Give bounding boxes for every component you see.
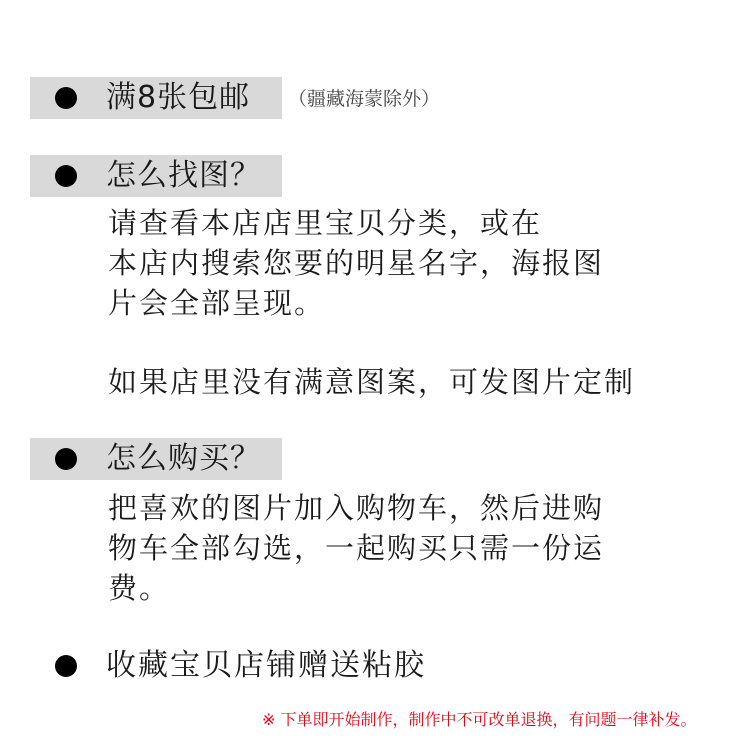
section-header-favorite-gift	[30, 645, 426, 687]
bullet-dot-icon	[55, 87, 77, 109]
section-title-find-image: 怎么找图？	[106, 158, 261, 193]
order-policy-footnote: ※ 下单即开始制作，制作中不可改单退换，有问题一律补发。	[262, 710, 697, 729]
bullet-dot-icon	[55, 165, 77, 187]
paragraph-line: 把喜欢的图片加入购物车，然后进购	[108, 491, 605, 525]
bullet-dot-icon	[55, 655, 77, 677]
paragraph-line: 物车全部勾选，一起购买只需一份运	[108, 531, 605, 565]
custom-order-paragraph	[108, 362, 635, 402]
paragraph-line: 如果店里没有满意图案，可发图片定制	[108, 365, 636, 399]
section-header-how-to-buy	[30, 438, 282, 480]
bullet-dot-icon	[55, 448, 77, 470]
find-image-paragraph	[108, 203, 604, 323]
shipping-exclusion-note: （疆藏海蒙除外）	[288, 88, 441, 110]
paragraph-line: 片会全部呈现。	[108, 286, 326, 320]
paragraph-line: 费。	[108, 571, 171, 605]
section-title-free-shipping: 满8张包邮	[106, 80, 251, 115]
section-title-favorite-gift: 收藏宝贝店铺赠送粘胶	[106, 648, 426, 683]
paragraph-line: 本店内搜索您要的明星名字，海报图	[108, 246, 605, 280]
paragraph-line: 请查看本店店里宝贝分类，或在	[108, 206, 543, 240]
section-header-find-image	[30, 155, 282, 197]
section-header-free-shipping	[30, 77, 282, 119]
section-title-how-to-buy: 怎么购买？	[106, 441, 261, 476]
how-to-buy-paragraph	[108, 488, 604, 608]
